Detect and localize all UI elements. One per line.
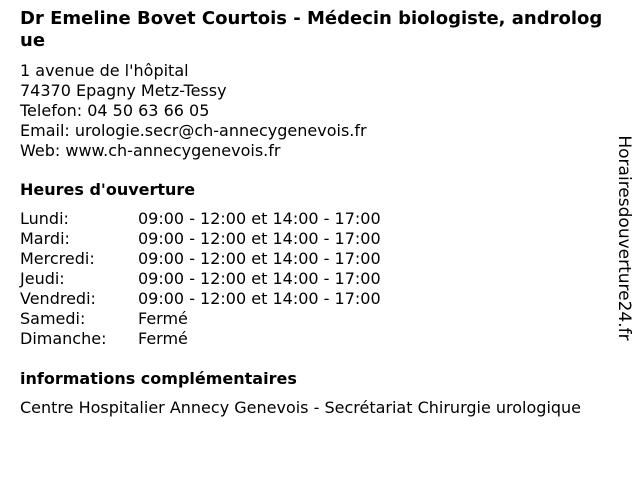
day-label: Vendredi: [20, 289, 96, 308]
web-line: Web: www.ch-annecygenevois.fr [20, 141, 281, 160]
day-label: Mercredi: [20, 249, 95, 268]
day-label: Samedi: [20, 309, 86, 328]
phone-line: Telefon: 04 50 63 66 05 [20, 101, 210, 120]
hours-heading: Heures d'ouverture [20, 180, 196, 199]
time-value: 09:00 - 12:00 et 14:00 - 17:00 [138, 249, 381, 268]
day-label: Dimanche: [20, 329, 107, 348]
day-label: Lundi: [20, 209, 69, 228]
time-value: Fermé [138, 309, 188, 328]
site-watermark: Horairesdouverture24.fr [614, 135, 634, 341]
day-label: Jeudi: [20, 269, 65, 288]
listing-page [20, 8, 610, 418]
hours-row-samedi [20, 309, 610, 329]
time-value: 09:00 - 12:00 et 14:00 - 17:00 [138, 269, 381, 288]
hours-row-mercredi [20, 249, 610, 269]
hours-row-vendredi [20, 289, 610, 309]
hours-table [20, 209, 610, 349]
hours-row-mardi [20, 229, 610, 249]
time-value: 09:00 - 12:00 et 14:00 - 17:00 [138, 209, 381, 228]
time-value: Fermé [138, 329, 188, 348]
address-block [20, 61, 610, 161]
info-text: Centre Hospitalier Annecy Genevois - Secrétariat Chirurgie urologique [20, 398, 582, 417]
info-heading: informations complémentaires [20, 369, 297, 388]
page-title: Dr Emeline Bovet Courtois - Médecin biologiste, andrologue [20, 8, 603, 51]
time-value: 09:00 - 12:00 et 14:00 - 17:00 [138, 289, 381, 308]
hours-row-lundi [20, 209, 610, 229]
email-line: Email: urologie.secr@ch-annecygenevois.fr [20, 121, 367, 140]
hours-row-jeudi [20, 269, 610, 289]
day-label: Mardi: [20, 229, 70, 248]
time-value: 09:00 - 12:00 et 14:00 - 17:00 [138, 229, 381, 248]
city-address: 74370 Epagny Metz-Tessy [20, 81, 227, 100]
street-address: 1 avenue de l'hôpital [20, 61, 189, 80]
hours-row-dimanche [20, 329, 610, 349]
